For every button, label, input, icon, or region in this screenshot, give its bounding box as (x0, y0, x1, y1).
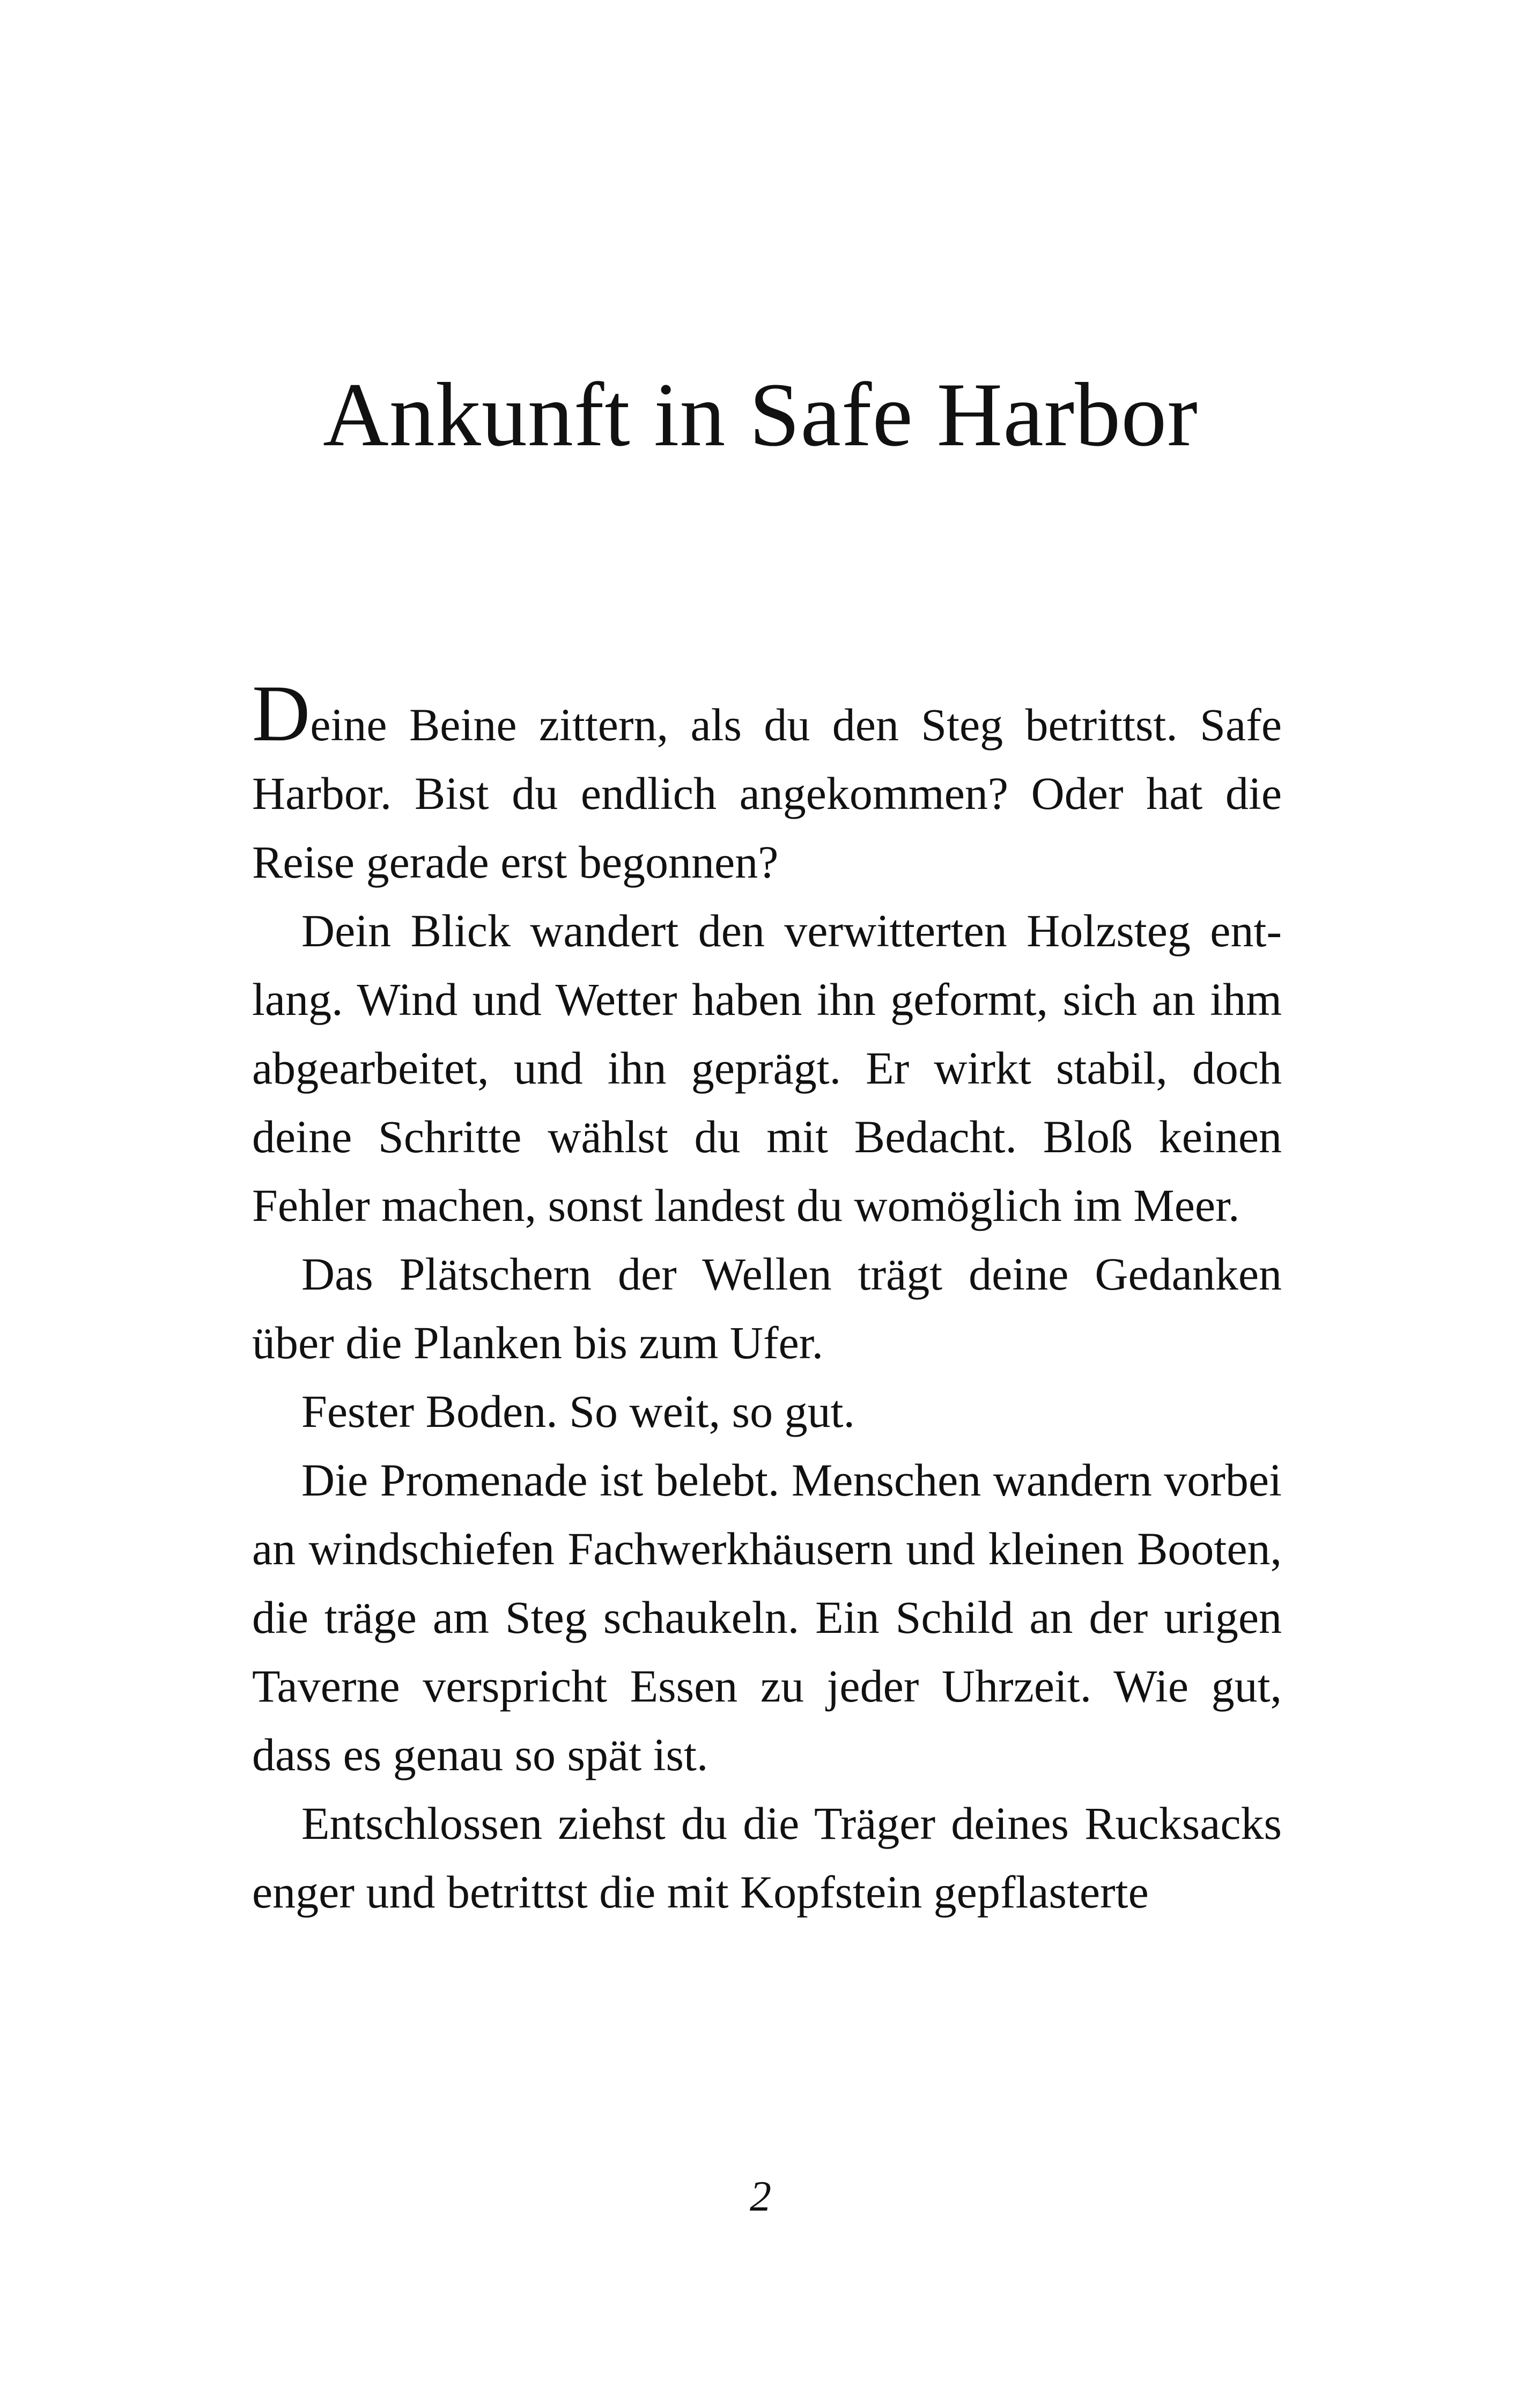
paragraph-4: Fester Boden. So weit, so gut. (301, 1386, 855, 1437)
paragraph-6: Entschlossen ziehst du die Träger deines Rucksacks enger und betrittst die mit Kopfstein gepflasterte (252, 1798, 1282, 1918)
drop-cap: D (252, 669, 311, 758)
paragraph-2: Dein Blick wandert den verwitterten Holzsteg entlang. Wind und Wetter haben ihn geformt, sich an ihm abgearbeitet, und ihn geprägt. Er wirkt stabil, doch deine Schritte wählst du mit Bedacht. Bloß keinen Fehler machen, sonst landest du womöglich im Meer. (252, 905, 1282, 1231)
paragraph-1 (252, 669, 1282, 896)
paragraph-3: Das Plätschern der Wellen trägt deine Gedanken über die Planken bis zum Ufer. (252, 1248, 1282, 1368)
page-number: 2 (750, 2173, 771, 2220)
paragraph-5: Die Promenade ist belebt. Menschen wandern vorbei an windschiefen Fachwerkhäusern und kleinen Booten, die träge am Steg schaukeln. Ein Schild an der urigen Taverne verspricht Essen zu jeder Uhrzeit. Wie gut, dass es genau so spät ist. (252, 1454, 1282, 1780)
chapter-body (252, 669, 1282, 1926)
paragraph-1-text: eine Beine zittern, als du den Steg betrittst. Safe Harbor. Bist du endlich angekommen? Oder hat die Reise gerade erst begonnen? (252, 699, 1282, 888)
chapter-title: Ankunft in Safe Harbor (323, 364, 1198, 465)
